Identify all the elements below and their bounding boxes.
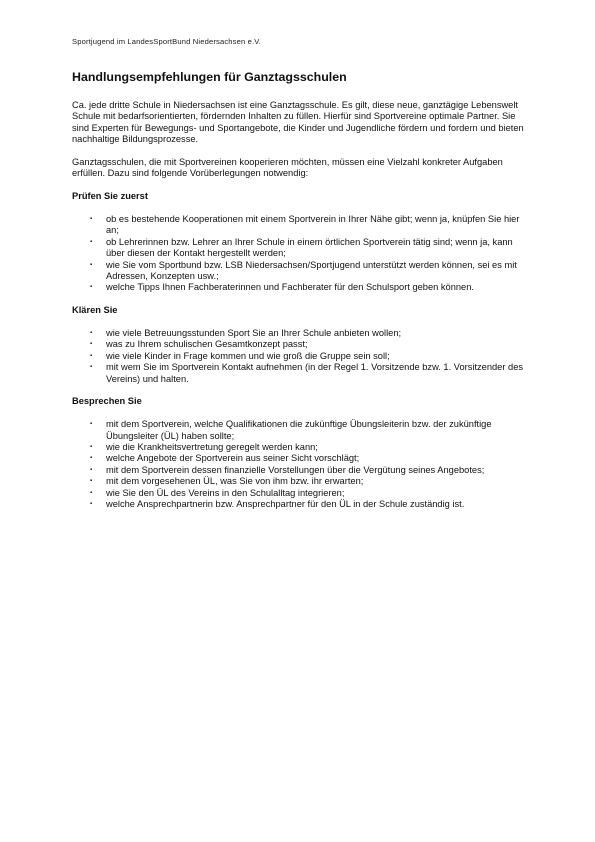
document-body <box>72 100 532 522</box>
bullet-icon: ▪ <box>90 364 93 371</box>
list-item-text: welche Tipps Ihnen Fachberaterinnen und Fachberater für den Schulsport geben können. <box>106 282 474 293</box>
bullet-icon: ▪ <box>90 284 93 291</box>
list-item-text: welche Ansprechpartnerin bzw. Ansprechpartner für den ÜL in der Schule zuständig ist. <box>106 499 465 510</box>
bullet-icon: ▪ <box>90 352 93 359</box>
bullet-icon: ▪ <box>90 238 93 245</box>
bullet-icon: ▪ <box>90 330 93 337</box>
bullet-icon: ▪ <box>90 341 93 348</box>
list-item <box>72 328 532 339</box>
list-item-text: wie Sie vom Sportbund bzw. LSB Niedersachsen/Sportjugend unterstützt werden können, sei es mit Adressen, Konzepten usw.; <box>106 259 517 282</box>
list-item-text: ob Lehrerinnen bzw. Lehrer an Ihrer Schule in einem örtlichen Sportverein tätig sind; wenn ja, kann über diesen der Kontakt hergestellt werden; <box>106 236 513 259</box>
list-item <box>72 214 532 237</box>
list-item-text: welche Angebote der Sportverein aus seiner Sicht vorschlägt; <box>106 453 360 464</box>
section-heading-klaeren: Klären Sie <box>72 305 118 316</box>
page-header-org: Sportjugend im LandesSportBund Niedersachsen e.V. <box>72 37 262 46</box>
list-item-text: mit wem Sie im Sportverein Kontakt aufnehmen (in der Regel 1. Vorsitzende bzw. 1. Vorsitzender des Vereins) und halten. <box>106 362 524 384</box>
bullet-icon: ▪ <box>90 421 93 428</box>
list-item-text: wie viele Betreuungsstunden Sport Sie an Ihrer Schule anbieten wollen; <box>106 328 402 339</box>
bullet-icon: ▪ <box>90 466 93 473</box>
list-item <box>72 499 532 510</box>
section-heading-pruefen: Prüfen Sie zuerst <box>72 191 148 202</box>
section-heading-besprechen: Besprechen Sie <box>72 396 142 407</box>
list-item-text: wie die Krankheitsvertretung geregelt werden kann; <box>106 442 318 453</box>
list-item-text: wie viele Kinder in Frage kommen und wie groß die Gruppe sein soll; <box>106 350 390 361</box>
list-item-text: mit dem vorgesehenen ÜL, was Sie von ihm bzw. ihr erwarten; <box>106 476 364 487</box>
bullet-icon: ▪ <box>90 216 93 223</box>
list-item <box>72 362 532 385</box>
list-item <box>72 351 532 362</box>
bullet-icon: ▪ <box>90 501 93 508</box>
bullet-list-besprechen <box>72 419 532 510</box>
bullet-icon: ▪ <box>90 261 93 268</box>
bullet-icon: ▪ <box>90 444 93 451</box>
intro-paragraph-1: Ca. jede dritte Schule in Niedersachsen ist eine Ganztagsschule. Es gilt, diese neue, ganztägige Lebenswelt Schule mit bedarfsorientierten, fördernden Inhalten zu füllen. Hierfür sind Sportvereine optimale Partner. Sie sind Experten für Bewegungs- und Sportangebote, die Kinder und Jugendliche fördern und fordern und bieten nachhaltige Bildungsprozesse. <box>72 100 524 145</box>
bullet-list-pruefen <box>72 214 532 294</box>
bullet-icon: ▪ <box>90 489 93 496</box>
list-item <box>72 339 532 350</box>
list-item-text: was zu Ihrem schulischen Gesamtkonzept passt; <box>106 339 308 350</box>
bullet-list-klaeren <box>72 328 532 385</box>
list-item-text: mit dem Sportverein dessen finanzielle Vorstellungen über die Vergütung seines Angebotes; <box>106 464 485 475</box>
intro-paragraph-2: Ganztagsschulen, die mit Sportvereinen kooperieren möchten, müssen eine Vielzahl konkreter Aufgaben erfüllen. Dazu sind folgende Vorüberlegungen notwendig: <box>72 157 503 179</box>
list-item-text: ob es bestehende Kooperationen mit einem Sportverein in Ihrer Nähe gibt; wenn ja, knüpfen Sie hier an; <box>106 214 520 236</box>
page-title: Handlungsempfehlungen für Ganztagsschulen <box>72 70 347 84</box>
list-item <box>72 442 532 453</box>
list-item <box>72 260 532 283</box>
list-item <box>72 488 532 499</box>
bullet-icon: ▪ <box>90 455 93 462</box>
list-item <box>72 282 532 293</box>
list-item <box>72 476 532 487</box>
list-item-text: wie Sie den ÜL des Vereins in den Schulalltag integrieren; <box>106 487 345 498</box>
list-item <box>72 419 532 442</box>
list-item <box>72 465 532 476</box>
list-item <box>72 237 532 260</box>
list-item-text: mit dem Sportverein, welche Qualifikationen die zukünftige Übungsleiterin bzw. der zukünftige Übungsleiter (ÜL) haben sollte; <box>106 419 492 441</box>
bullet-icon: ▪ <box>90 478 93 485</box>
list-item <box>72 453 532 464</box>
